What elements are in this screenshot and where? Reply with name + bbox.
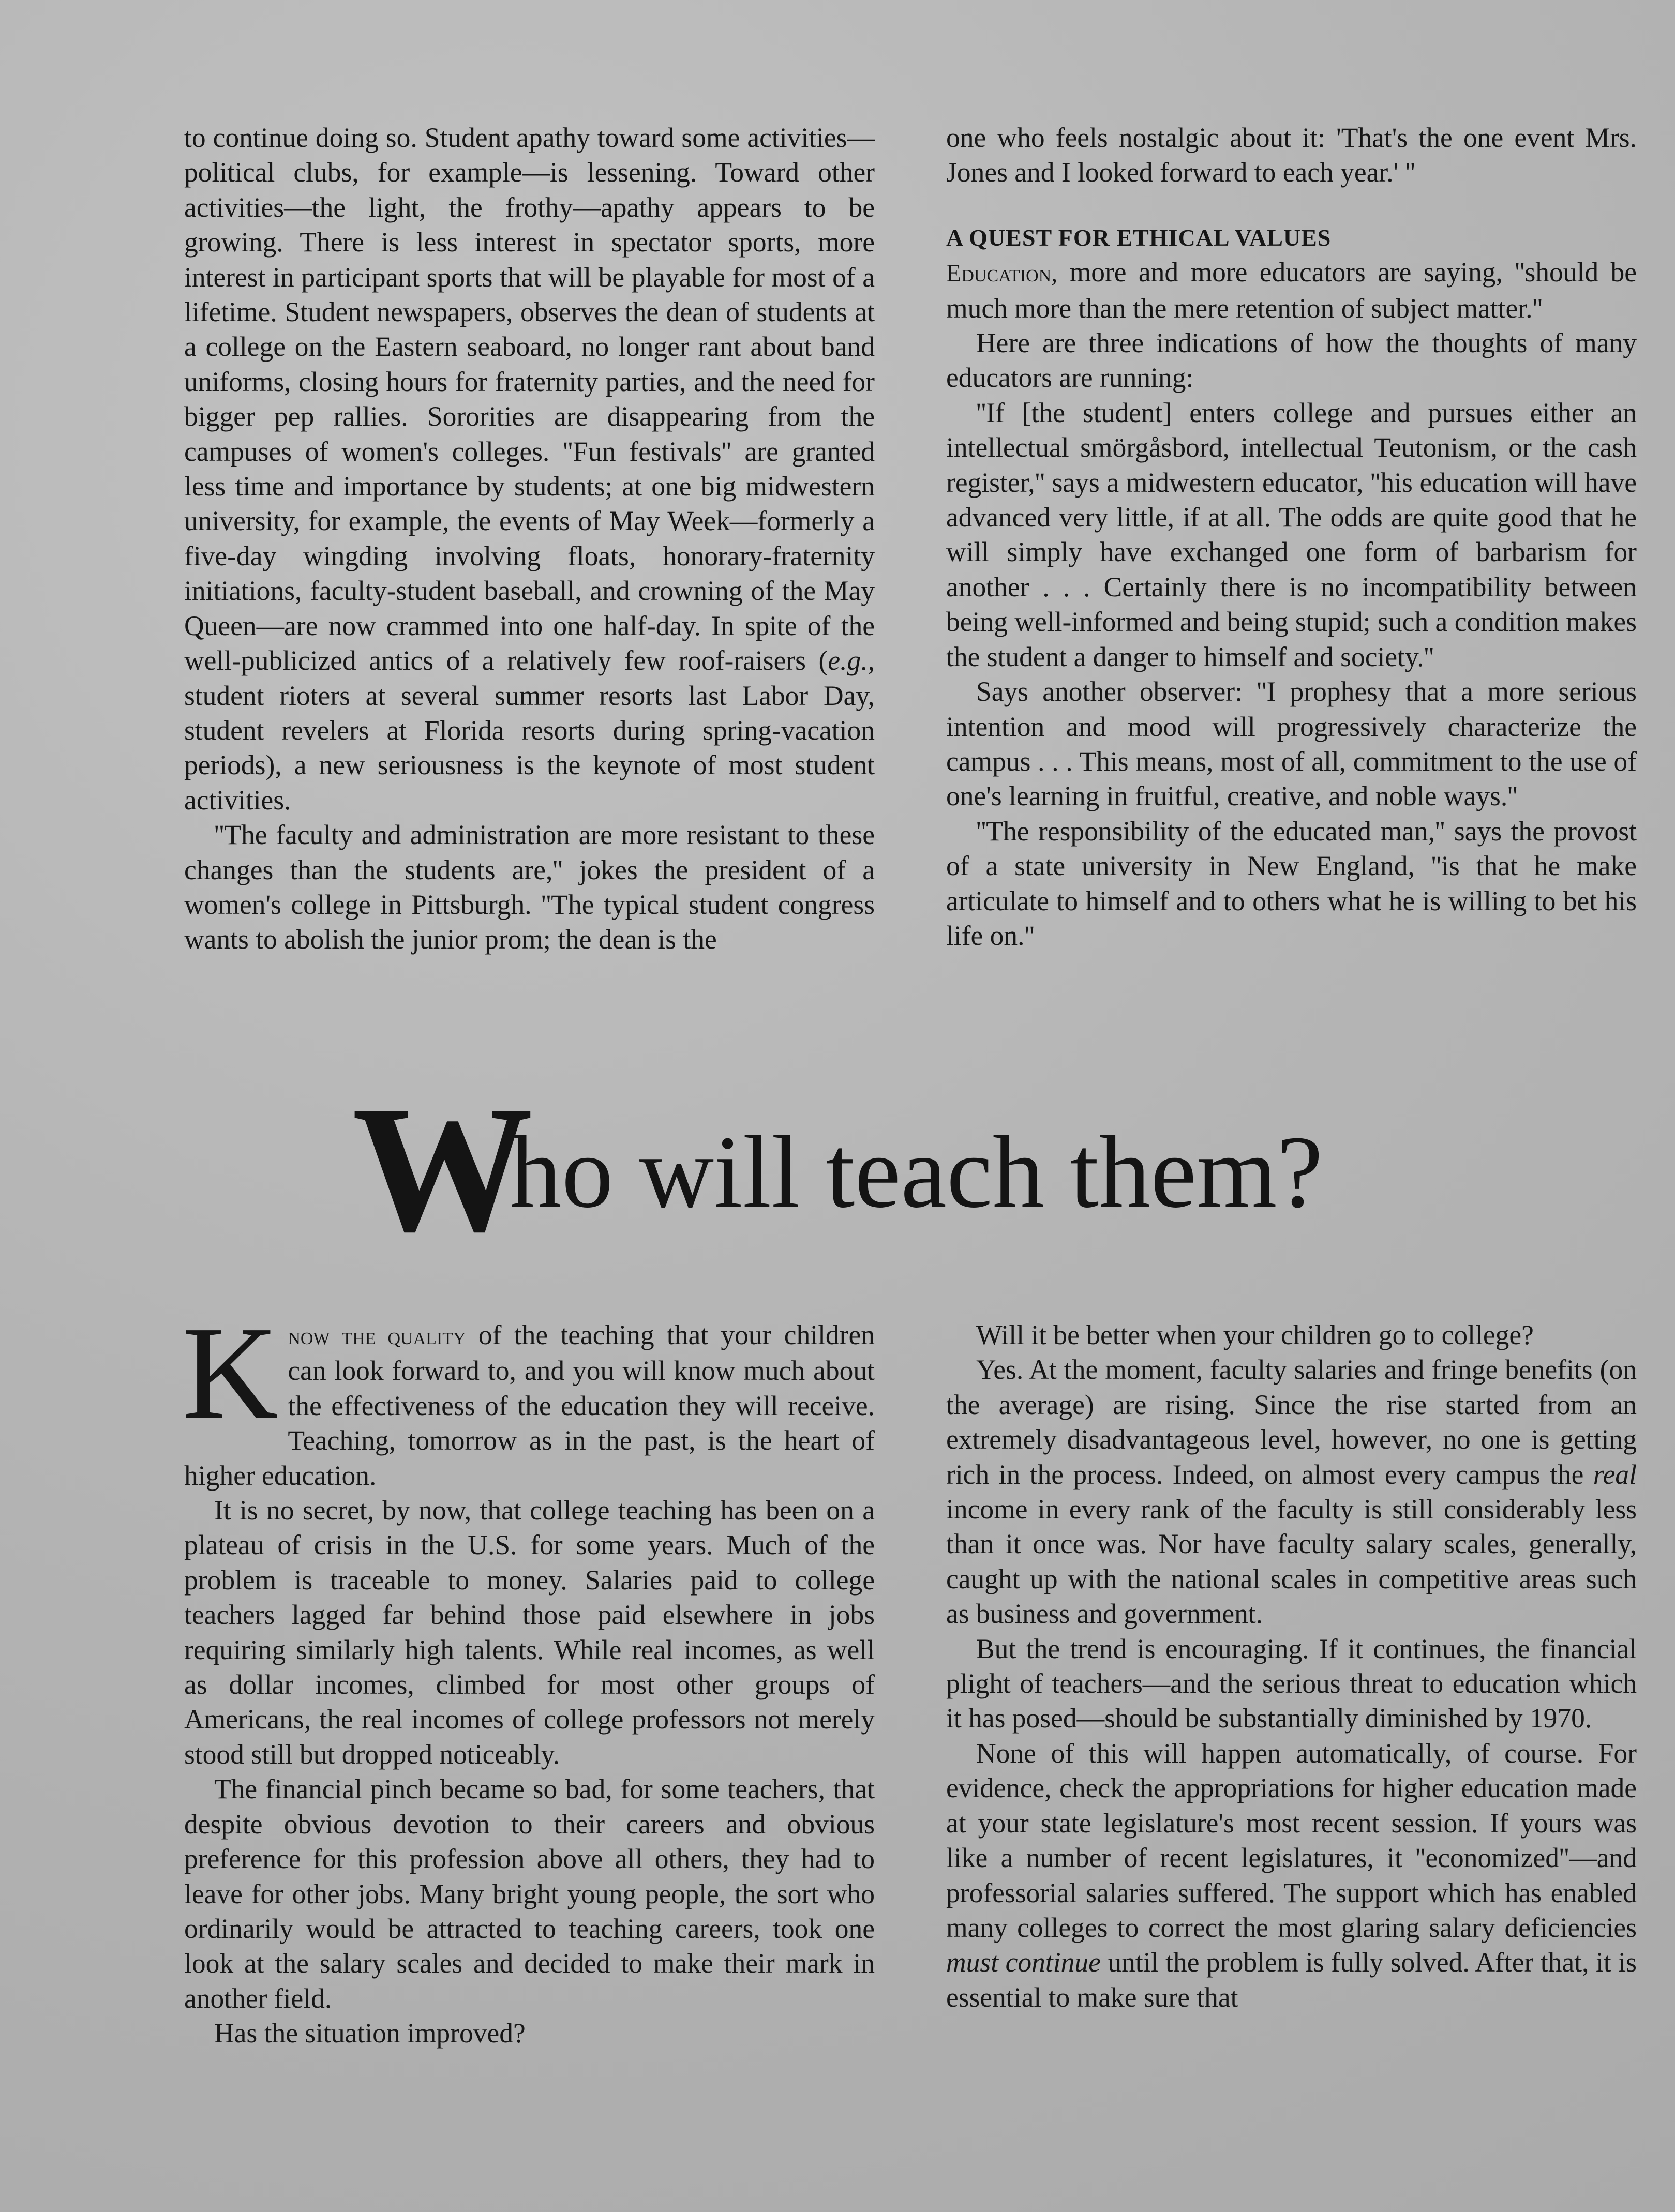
drop-cap: K [182,1299,279,1447]
paragraph: Know the quality of the teaching that your children can look forward to, and you will know much about the effectiveness of the education they will receive. Teaching, tomorrow as in the past, is the heart of higher education. [182,1299,875,1491]
paragraph: ''The faculty and administration are more resistant to these changes than the students are,'' jokes the president of a women's college in Pittsburgh. ''The typical student congress wants to abolish the junior prom; the dean is the [184,819,875,955]
paragraph: The financial pinch became so bad, for some teachers, that despite obvious devotion to their careers and obvious preference for this profession above all others, they had to leave for other jobs. Many bright young people, the sort who ordinarily would be attracted to teaching careers, took one look at the salary scales and decided to make their mark in another field. [184,1773,875,2014]
section-heading: A QUEST FOR ETHICAL VALUES [946,224,1332,251]
paragraph: one who feels nostalgic about it: 'That's the one event Mrs. Jones and I looked forward to each year.' '' [946,122,1637,188]
top-right-column [946,121,1637,953]
paragraph: But the trend is encouraging. If it continues, the financial plight of teachers—and the serious threat to education which it has posed—should be substantially diminished by 1970. [946,1633,1637,1734]
paragraph: It is no secret, by now, that college teaching has been on a plateau of crisis in the U.S. for some years. Much of the problem is traceable to money. Salaries paid to college teachers lagged far behind those paid elsewhere in jobs requiring similarly high talents. While real incomes, as well as dollar incomes, climbed for most other groups of Americans, the real incomes of college professors not merely stood still but dropped noticeably. [184,1495,875,1770]
bottom-right-column [946,1318,1637,2015]
headline [0,1069,1675,1269]
paragraph: None of this will happen automatically, of course. For evidence, check the appropriations for higher education made at your state legislature's most recent session. If yours was like a number of recent legislatures, it ''economized''—and professorial salaries suffered. The support which has enabled many colleges to correct the most glaring salary deficiencies must continue until the problem is fully solved. After that, it is essential to make sure that [946,1737,1637,2013]
paragraph: Says another observer: ''I prophesy that a more serious intention and mood will progressively characterize the campus . . . This means, most of all, commitment to the use of one's learning in fruitful, creative, and noble ways.'' [946,676,1637,812]
bottom-left-column [182,1299,875,2051]
paragraph: Yes. At the moment, faculty salaries and fringe benefits (on the average) are rising. Since the rise started from an extremely disadvantageous level, however, no one is getting rich in the process. Indeed, on almost every campus the real income in every rank of the faculty is still considerably less than it once was. Nor have faculty salary scales, generally, caught up with the national scales in competitive areas such as business and government. [946,1354,1637,1630]
paragraph: ''The responsibility of the educated man,'' says the provost of a state university in New England, ''is that he make articulate to himself and to others what he is willing to bet his life on.'' [946,815,1637,951]
paragraph: Will it be better when your children go to college? [976,1319,1534,1350]
paragraph: to continue doing so. Student apathy toward some activities—political clubs, for example—is lessening. Toward other activities—the light, the frothy—apathy appears to be growing. There is less interest in spectator sports, more interest in participant sports that will be playable for most of a lifetime. Student newspapers, observes the dean of students at a college on the Eastern seaboard, no longer rant about band uniforms, closing hours for fraternity parties, and the need for bigger pep rallies. Sororities are disappearing from the campuses of women's colleges. ''Fun festivals'' are granted less time and importance by students; at one big midwestern university, for example, the events of May Week—formerly a five-day wingding involving floats, honorary-fraternity initiations, faculty-student baseball, and crowning of the May Queen—are now crammed into one half-day. In spite of the well-publicized antics of a relatively few roof-raisers (e.g., student rioters at several summer resorts last Labor Day, student revelers at Florida resorts during spring-vacation periods), a new seriousness is the keynote of most student activities. [184,122,875,816]
headline-initial: W [352,1069,510,1269]
paragraph: Education, more and more educators are saying, ''should be much more than the mere retention of subject matter.'' [946,257,1637,324]
top-left-column [184,121,875,957]
headline-text: ho will teach them? [510,1115,1323,1229]
paragraph: ''If [the student] enters college and pursues either an intellectual smörgåsbord, intellectual Teutonism, or the cash register,'' says a midwestern educator, ''his education will have advanced very little, if at all. The odds are quite good that he will simply have exchanged one form of barbarism for another . . . Certainly there is no incompatibility between being well-informed and being stupid; such a condition makes the student a danger to himself and society.'' [946,397,1637,672]
paragraph: Here are three indications of how the thoughts of many educators are running: [946,327,1637,394]
paragraph: Has the situation improved? [214,2018,526,2049]
